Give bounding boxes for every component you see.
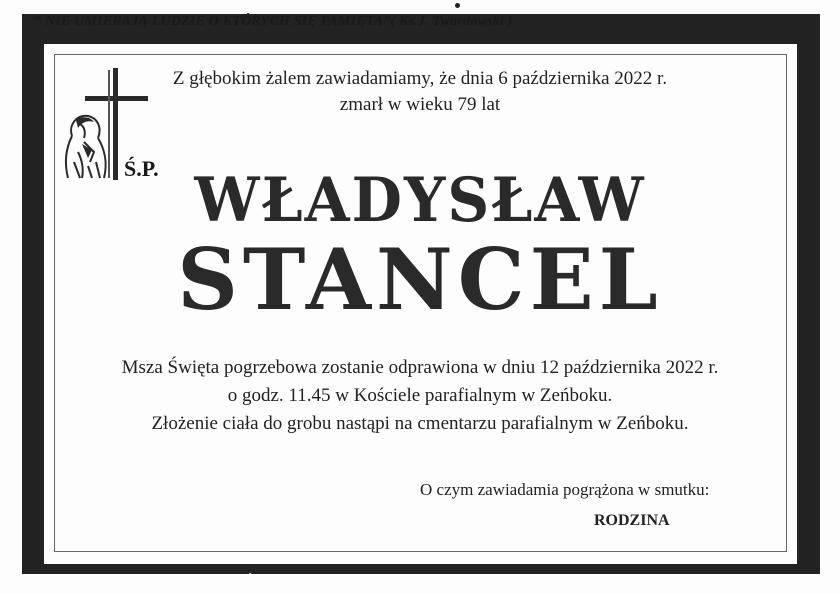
- funeral-line-3: Złożenie ciała do grobu nastąpi na cmentarzu parafialnym w Zeńboku.: [151, 413, 689, 434]
- closing-text: O czym zawiadamia pogrążona w smutku:: [420, 480, 710, 499]
- funeral-line-2: o godz. 11.45 w Kościele parafialnym w Zeńboku.: [227, 385, 613, 406]
- announcement-line-1: Z głębokim żalem zawiadamiamy, że dnia 6 października 2022 r.: [172, 68, 668, 89]
- print-speck: [455, 3, 460, 8]
- funeral-line-1: Msza Święta pogrzebowa zostanie odprawiona w dniu 12 października 2022 r.: [121, 357, 719, 378]
- announcement-line-2: zmarł w wieku 79 lat: [339, 94, 501, 115]
- first-name: WŁADYSŁAW: [194, 164, 646, 236]
- motto-quote: “ NIE UMIERAJĄ LUDZIE O KTÓRYCH SIĘ PAMIĘTA”( Ks.J. Twardowski ): [34, 14, 513, 29]
- sp-prefix: Ś.P.: [124, 156, 159, 181]
- last-name: STANCEL: [177, 230, 663, 329]
- printer-footer: DRUK: Z.U.P. "HADES" R.Żurawski tel. 23 672 14 88, 662 198 820: [48, 574, 519, 591]
- family-signature: RODZINA: [594, 512, 670, 529]
